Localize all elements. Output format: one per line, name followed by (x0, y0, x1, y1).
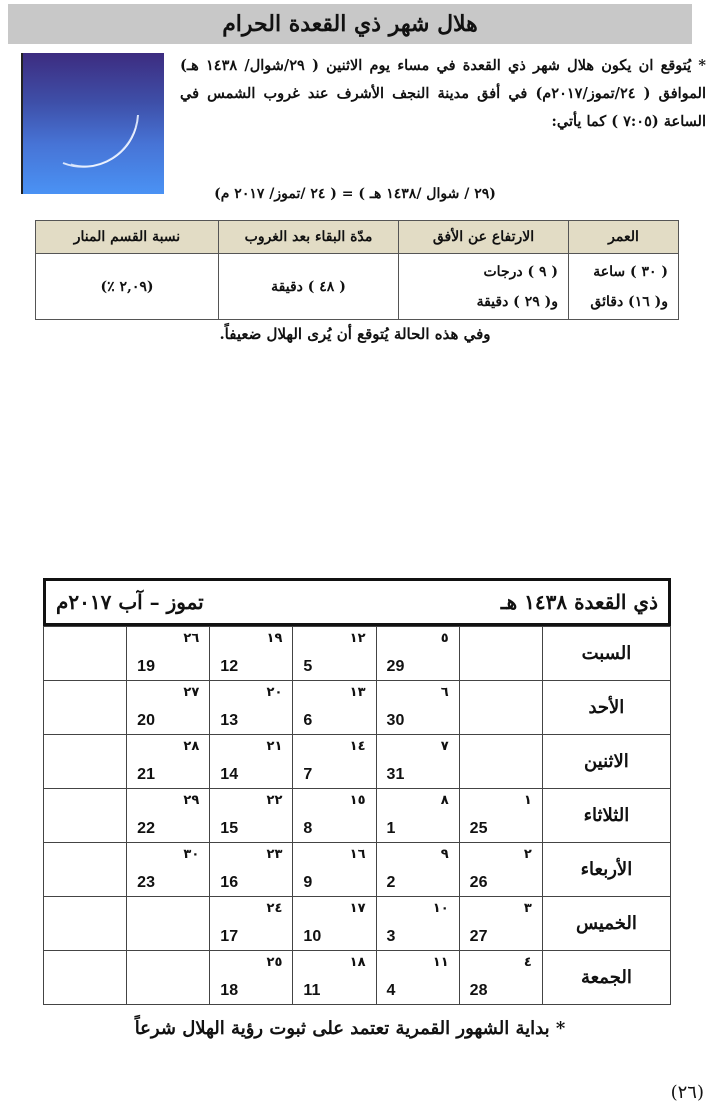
gregorian-date: 21 (137, 766, 155, 783)
calendar-row (44, 735, 671, 789)
hijri-date: ٢٩ (183, 793, 200, 808)
calendar-cell (210, 951, 293, 1005)
weekday-label: الجمعة (542, 951, 670, 1005)
calendar-header (43, 578, 671, 626)
hijri-date: ٥ (440, 631, 449, 646)
calendar-cell (127, 789, 210, 843)
calendar-cell (293, 951, 376, 1005)
crescent-moon-image (21, 53, 164, 194)
gregorian-date: 20 (137, 712, 155, 729)
intro-paragraph: * يُتوقع ان يكون هلال شهر ذي القعدة في مساء يوم الاثنين ( ٢٩/شوال/ ١٤٣٨ هـ) الموافق ( ٢٤/تموز/٢٠١٧م) في أفق مدينة النجف الأشرف عند غروب الشمس في الساعة (٧:٠٥ ) كما يأتي: (180, 57, 706, 130)
calendar-cell (376, 735, 459, 789)
calendar-cell (376, 789, 459, 843)
crescent-moon-icon (23, 53, 164, 194)
calendar-cell (210, 735, 293, 789)
calendar-cell (293, 843, 376, 897)
calendar-cell (127, 681, 210, 735)
calendar-cell (459, 951, 542, 1005)
calendar-row (44, 843, 671, 897)
header-duration: مدّة البقاء بعد الغروب (219, 221, 399, 254)
hijri-date: ٢٣ (266, 847, 283, 862)
gregorian-date: 26 (469, 874, 488, 891)
weekday-label: الثلاثاء (542, 789, 670, 843)
cell-duration: ( ٤٨ ) دقيقة (219, 254, 399, 320)
header-age: العمر (569, 221, 679, 254)
hijri-date: ٢٥ (266, 955, 283, 970)
calendar-cell (293, 735, 376, 789)
calendar-cell (459, 735, 542, 789)
age-hours: ( ٣٠ ) ساعة (593, 263, 668, 280)
gregorian-date: 16 (220, 874, 239, 891)
gregorian-date: 22 (137, 820, 155, 837)
calendar-cell (210, 789, 293, 843)
hijri-date: ٩ (440, 847, 449, 862)
weekday-label: الأحد (542, 681, 670, 735)
gregorian-date: 30 (386, 712, 405, 729)
hijri-date: ١٨ (349, 955, 366, 970)
crescent-stats-table (35, 220, 679, 320)
calendar-cell (44, 951, 127, 1005)
hijri-date: ٣ (523, 901, 532, 916)
calendar-cell (44, 789, 127, 843)
hijri-date: ١٥ (349, 793, 366, 808)
hijri-date: ١٢ (349, 631, 366, 646)
calendar-cell (210, 897, 293, 951)
calendar-row (44, 789, 671, 843)
gregorian-date: 12 (220, 658, 239, 675)
calendar-cell (210, 843, 293, 897)
calendar-cell (44, 735, 127, 789)
page-number: (٢٦) (670, 1082, 704, 1103)
altitude-minutes: و( ٢٩ ) دقيقة (476, 293, 558, 310)
calendar-cell (376, 897, 459, 951)
header-altitude: الارتفاع عن الأفق (399, 221, 569, 254)
hijri-date: ١٣ (349, 685, 366, 700)
calendar-cell (127, 951, 210, 1005)
calendar-cell (44, 627, 127, 681)
gregorian-date: 25 (469, 820, 488, 837)
gregorian-date: 9 (303, 874, 313, 891)
hijri-date: ١٩ (266, 631, 283, 646)
hijri-date: ٨ (440, 793, 449, 808)
weekday-label: الخميس (542, 897, 670, 951)
stats-header-row (36, 221, 679, 254)
hijri-date: ١ (523, 793, 532, 808)
hijri-date: ٢٨ (183, 739, 200, 754)
age-minutes: و( ١٦) دقائق (590, 293, 668, 310)
calendar-cell (459, 681, 542, 735)
calendar-cell (459, 843, 542, 897)
stats-data-row (36, 254, 679, 320)
calendar-cell (44, 843, 127, 897)
calendar-row (44, 681, 671, 735)
hijri-date: ١١ (432, 955, 449, 970)
cell-age (569, 254, 679, 320)
calendar-cell (293, 789, 376, 843)
hijri-date: ٢٦ (183, 631, 200, 646)
calendar-cell (293, 627, 376, 681)
calendar-cell (210, 681, 293, 735)
hijri-date: ٢١ (266, 739, 283, 754)
weekday-label: الاثنين (542, 735, 670, 789)
hijri-date: ٦ (440, 685, 449, 700)
calendar-cell (459, 897, 542, 951)
calendar-cell (376, 843, 459, 897)
hijri-date: ٧ (440, 739, 449, 754)
cell-altitude (399, 254, 569, 320)
altitude-degrees: ( ٩ ) درجات (483, 263, 558, 280)
weekday-label: السبت (542, 627, 670, 681)
hijri-month-label: ذي القعدة ١٤٣٨ هـ (500, 590, 658, 614)
gregorian-date: 1 (386, 820, 396, 837)
gregorian-date: 6 (303, 712, 313, 729)
gregorian-months-label: تموز – آب ٢٠١٧م (56, 590, 204, 614)
gregorian-date: 13 (220, 712, 239, 729)
gregorian-date: 8 (303, 820, 313, 837)
calendar-cell (293, 897, 376, 951)
gregorian-date: 14 (220, 766, 239, 783)
page-title: هلال شهر ذي القعدة الحرام (8, 4, 692, 44)
hijri-date: ٢ (523, 847, 532, 862)
calendar-cell (127, 897, 210, 951)
gregorian-date: 28 (469, 982, 488, 999)
hijri-date: ٢٠ (266, 685, 283, 700)
gregorian-date: 27 (469, 928, 488, 945)
calendar-cell (459, 627, 542, 681)
hijri-date: ٢٧ (183, 685, 200, 700)
hijri-date: ٤ (523, 955, 532, 970)
calendar-row (44, 951, 671, 1005)
calendar-cell (376, 681, 459, 735)
gregorian-date: 5 (303, 658, 313, 675)
calendar-cell (210, 627, 293, 681)
gregorian-date: 10 (303, 928, 322, 945)
weekday-label: الأربعاء (542, 843, 670, 897)
gregorian-date: 4 (386, 982, 396, 999)
hijri-date: ٢٤ (266, 901, 283, 916)
date-equation: (٢٩ / شوال /١٤٣٨ هـ ) = ( ٢٤ /تموز/ ٢٠١٧ م) (214, 186, 496, 202)
gregorian-date: 23 (137, 874, 155, 891)
gregorian-date: 17 (220, 928, 239, 945)
calendar-cell (127, 627, 210, 681)
hijri-date: ١٤ (349, 739, 366, 754)
gregorian-date: 11 (303, 982, 321, 999)
calendar-cell (44, 681, 127, 735)
gregorian-date: 15 (220, 820, 239, 837)
gregorian-date: 18 (220, 982, 239, 999)
gregorian-date: 19 (137, 658, 155, 675)
gregorian-date: 31 (386, 766, 405, 783)
calendar-cell (376, 627, 459, 681)
calendar-cell (376, 951, 459, 1005)
calendar-grid (43, 626, 671, 1005)
calendar-row (44, 897, 671, 951)
cell-illumination: (٢,٠٩ ٪) (36, 254, 219, 320)
gregorian-date: 29 (386, 658, 405, 675)
hijri-date: ١٧ (349, 901, 366, 916)
footnote: * بداية الشهور القمرية تعتمد على ثبوت رؤية الهلال شرعاً (134, 1018, 566, 1039)
hijri-date: ١٦ (349, 847, 366, 862)
hijri-date: ٣٠ (183, 847, 200, 862)
calendar-cell (127, 735, 210, 789)
gregorian-date: 2 (386, 874, 396, 891)
calendar-cell (459, 789, 542, 843)
gregorian-date: 7 (303, 766, 313, 783)
calendar-cell (293, 681, 376, 735)
calendar-row (44, 627, 671, 681)
gregorian-date: 3 (386, 928, 396, 945)
visibility-note: وفي هذه الحالة يُتوقع أن يُرى الهلال ضعيفاً. (219, 325, 491, 343)
header-illumination: نسبة القسم المنار (36, 221, 219, 254)
calendar-cell (127, 843, 210, 897)
hijri-date: ١٠ (432, 901, 449, 916)
calendar-cell (44, 897, 127, 951)
calendar (43, 578, 671, 1005)
hijri-date: ٢٢ (266, 793, 283, 808)
